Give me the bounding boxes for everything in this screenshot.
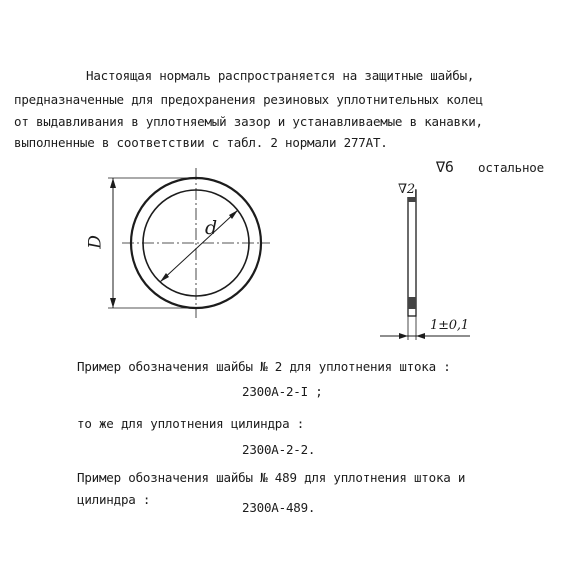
example-3-code: 2300А-489.	[242, 500, 316, 515]
intro-line-1: Настоящая нормаль распространяется на защитные шайбы,	[86, 68, 475, 83]
example-2-text: то же для уплотнения цилиндра :	[77, 416, 305, 431]
example-3-text-line-1: Пример обозначения шайбы № 489 для уплотнения штока и	[77, 470, 466, 485]
dim-arrow-top	[110, 178, 116, 188]
example-2-code: 2300А-2-2.	[242, 442, 316, 457]
roughness-symbol: ∇6	[436, 158, 454, 176]
roughness-label: остальное	[478, 160, 544, 175]
thickness-label: 1±0,1	[430, 318, 469, 333]
section-bottom	[408, 297, 416, 309]
intro-line-2: предназначенные для предохранения резиновых уплотнительных колец	[14, 92, 483, 107]
inner-diameter-leader	[160, 210, 238, 282]
section-roughness-label: ∇2	[398, 182, 415, 197]
washer-front-view	[108, 168, 270, 318]
dim-arrow-bottom	[110, 298, 116, 308]
thickness-arrow-right	[416, 333, 425, 339]
intro-line-3: от выдавливания в уплотняемый зазор и устанавливаемые в канавки,	[14, 114, 483, 129]
intro-line-4: выполненные в соответствии с табл. 2 нормали 277АТ.	[14, 135, 388, 150]
inner-diameter-label: d	[205, 217, 217, 239]
outer-diameter-label: D	[85, 235, 106, 249]
example-1-text: Пример обозначения шайбы № 2 для уплотнения штока :	[77, 359, 451, 374]
example-1-code: 2300А-2-I ;	[242, 384, 323, 399]
thickness-arrow-left	[399, 333, 408, 339]
example-3-text-line-2: цилиндра :	[77, 492, 151, 507]
